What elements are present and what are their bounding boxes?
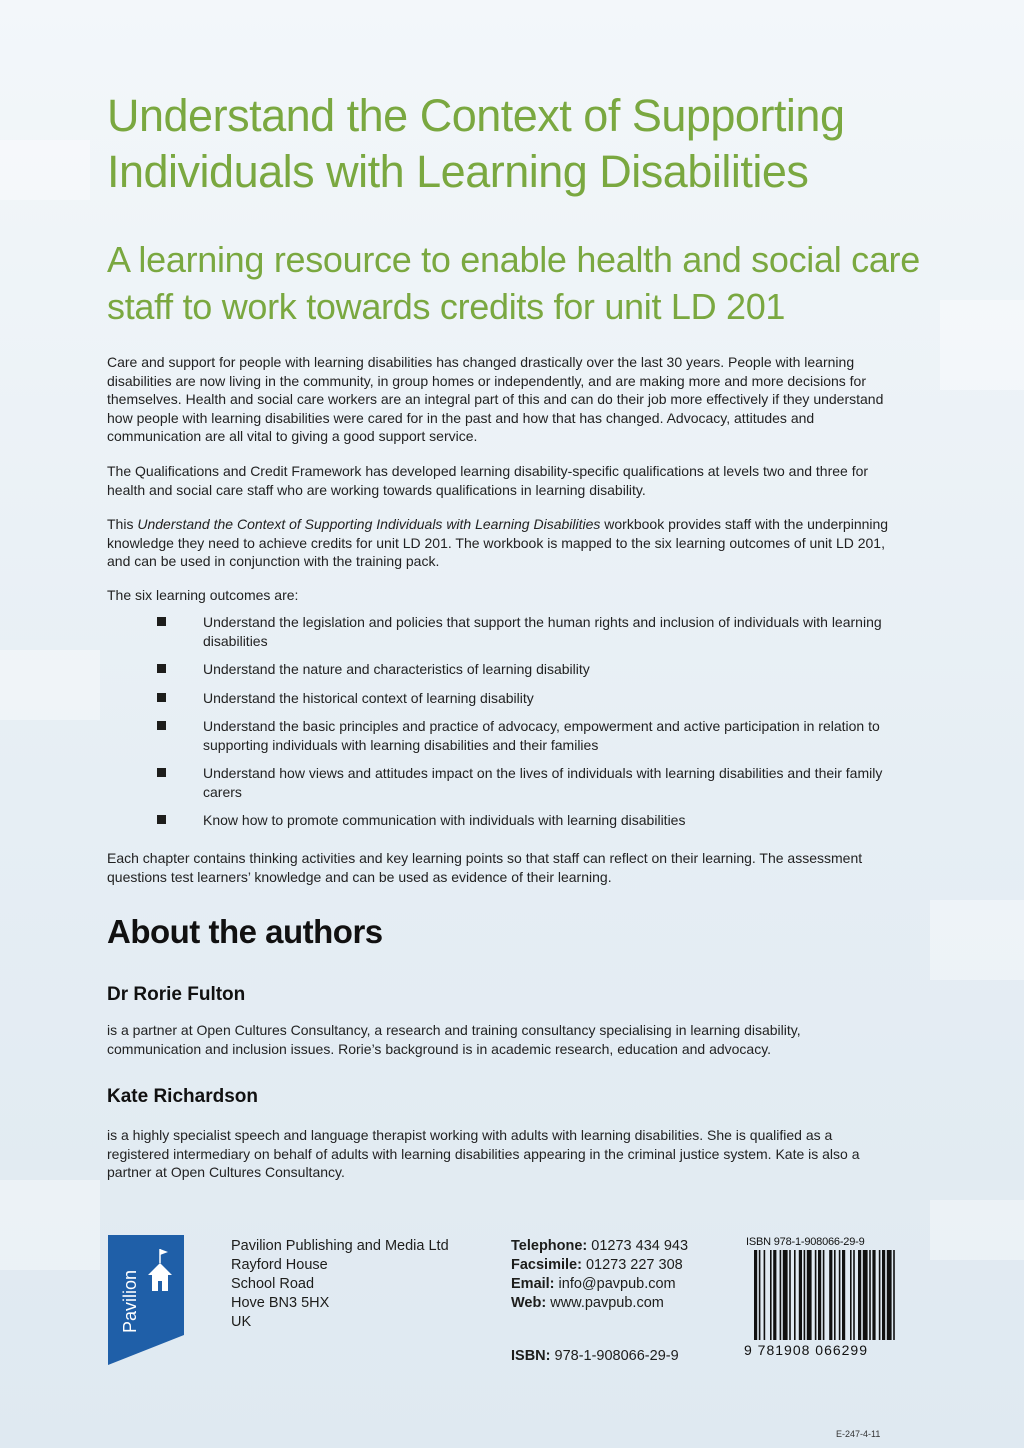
barcode-bar — [789, 1250, 791, 1340]
barcode-bar — [783, 1250, 788, 1340]
workbook-title-italic: Understand the Context of Supporting Individuals with Learning Disabilities — [137, 516, 601, 532]
email-line: Email: info@pavpub.com — [511, 1276, 676, 1292]
outcome-text: Understand the nature and characteristics of learning disability — [203, 661, 590, 677]
barcode-bar — [759, 1250, 761, 1340]
barcode-bar — [794, 1250, 796, 1340]
barcode-bar — [850, 1250, 852, 1340]
barcode-bar — [842, 1250, 845, 1340]
barcode-bar — [879, 1250, 881, 1340]
outcomes-intro: The six learning outcomes are: — [107, 587, 299, 603]
list-item — [155, 689, 895, 708]
barcode-bar — [882, 1250, 885, 1340]
address-line: Hove BN3 5HX — [231, 1295, 330, 1311]
barcode-digits: 9 781908 066299 — [744, 1342, 868, 1358]
square-bullet-icon — [157, 768, 166, 777]
author-name: Dr Rorie Fulton — [107, 984, 246, 1005]
barcode-bar — [815, 1250, 817, 1340]
square-bullet-icon — [157, 664, 166, 673]
address-line: Rayford House — [231, 1257, 328, 1273]
address-line: School Road — [231, 1276, 315, 1292]
barcode-bar — [764, 1250, 766, 1340]
barcode-bars — [744, 1250, 898, 1342]
list-item — [155, 811, 895, 830]
outcome-text: Know how to promote communication with individuals with learning disabilities — [203, 812, 686, 828]
outcome-text: Understand the basic principles and practice of advocacy, empowerment and active participation in relation to supporting individuals with learning disabilities and their families — [203, 718, 880, 753]
barcode-bar — [869, 1250, 871, 1340]
square-bullet-icon — [157, 693, 166, 702]
list-item — [155, 717, 895, 754]
square-bullet-icon — [157, 815, 166, 824]
outcome-text: Understand the legislation and policies that support the human rights and inclusion of individuals with learning disabilities — [203, 614, 882, 649]
barcode-bar — [839, 1250, 841, 1340]
barcode-bar — [823, 1250, 825, 1340]
barcode-bar — [829, 1250, 832, 1340]
workbook-paragraph — [107, 515, 897, 571]
barcode-bar — [754, 1250, 757, 1340]
barcode-bar — [863, 1250, 868, 1340]
web-line: Web: www.pavpub.com — [511, 1295, 664, 1311]
list-item — [155, 660, 895, 679]
publisher-contact — [511, 1237, 688, 1313]
page-subtitle: A learning resource to enable health and social care staff to work towards credits for unit LD 201 — [107, 239, 920, 327]
facsimile-line: Facsimile: 01273 227 308 — [511, 1257, 683, 1273]
isbn-label: ISBN: — [511, 1348, 551, 1364]
qcf-paragraph: The Qualifications and Credit Framework has developed learning disability-specific qualifications at levels two and three for health and social care staff who are working towards qualifications in learning disability. — [107, 463, 869, 498]
barcode-bar — [872, 1250, 875, 1340]
outcome-text: Understand the historical context of learning disability — [203, 689, 534, 706]
barcode-bar — [780, 1250, 782, 1340]
workbook-paragraph-start: This — [107, 516, 138, 532]
author-name: Kate Richardson — [107, 1086, 258, 1107]
page-title: Understand the Context of Supporting Individuals with Learning Disabilities — [107, 90, 845, 197]
chapter-paragraph: Each chapter contains thinking activities and key learning points so that staff can reflect on their learning. The assessment questions test learners’ knowledge and can be used as evidence of their learning. — [107, 850, 863, 885]
barcode-bar — [818, 1250, 821, 1340]
reference-code: E-247-4-11 — [836, 1429, 881, 1439]
list-item — [155, 613, 895, 650]
barcode-bar — [853, 1250, 855, 1340]
list-item — [155, 764, 895, 801]
barcode-isbn-text: ISBN 978-1-908066-29-9 — [746, 1236, 865, 1248]
square-bullet-icon — [157, 617, 166, 626]
telephone-line: Telephone: 01273 434 943 — [511, 1238, 689, 1254]
pavilion-logo — [108, 1235, 184, 1365]
author-bio: is a highly specialist speech and language therapist working with adults with learning disabilities. She is qualified as a registered intermediary on behalf of adults with learning disabilities appearing in the criminal justice system. Kate is also a partner at Open Cultures Consultancy. — [107, 1127, 860, 1180]
barcode-bar — [887, 1250, 892, 1340]
learning-outcomes-list — [155, 613, 895, 830]
address-line: Pavilion Publishing and Media Ltd — [231, 1238, 449, 1254]
address-line: UK — [231, 1314, 252, 1330]
logo-text: Pavilion — [120, 1269, 140, 1333]
about-authors-heading: About the authors — [107, 913, 383, 950]
barcode-bar — [807, 1250, 812, 1340]
barcode-bar — [834, 1250, 836, 1340]
outcome-text: Understand how views and attitudes impact on the lives of individuals with learning disabilities and their family carers — [203, 765, 883, 800]
barcode-bar — [893, 1250, 895, 1340]
isbn-value: 978-1-908066-29-9 — [550, 1348, 679, 1364]
barcode-bar — [799, 1250, 802, 1340]
workbook-paragraph-end: workbook provides staff with the underpinning knowledge they need to achieve credits for unit LD 201. The workbook is mapped to the six learning outcomes of unit LD 201, and can be used in conjunction with the training pack. — [107, 516, 889, 569]
intro-paragraph: Care and support for people with learning disabilities has changed drastically over the last 30 years. People with learning disabilities are now living in the community, in group homes or independently, and are making more and more decisions for themselves. Health and social care workers are an integral part of this and can do their job more effectively if they understand how people with learning disabilities were cared for in the past and how that has changed. Advocacy, attitudes and communication are all vital to giving a good support service. — [107, 354, 884, 444]
isbn-barcode — [744, 1236, 898, 1362]
square-bullet-icon — [157, 721, 166, 730]
author-bio: is a partner at Open Cultures Consultancy, a research and training consultancy specialising in learning disability, communication and inclusion issues. Rorie’s background is in academic research, education and advocacy. — [107, 1022, 801, 1057]
barcode-bar — [770, 1250, 772, 1340]
barcode-bar — [804, 1250, 806, 1340]
isbn-line — [511, 1348, 679, 1364]
barcode-bar — [773, 1250, 776, 1340]
publisher-address — [231, 1237, 449, 1332]
barcode-bar — [858, 1250, 861, 1340]
